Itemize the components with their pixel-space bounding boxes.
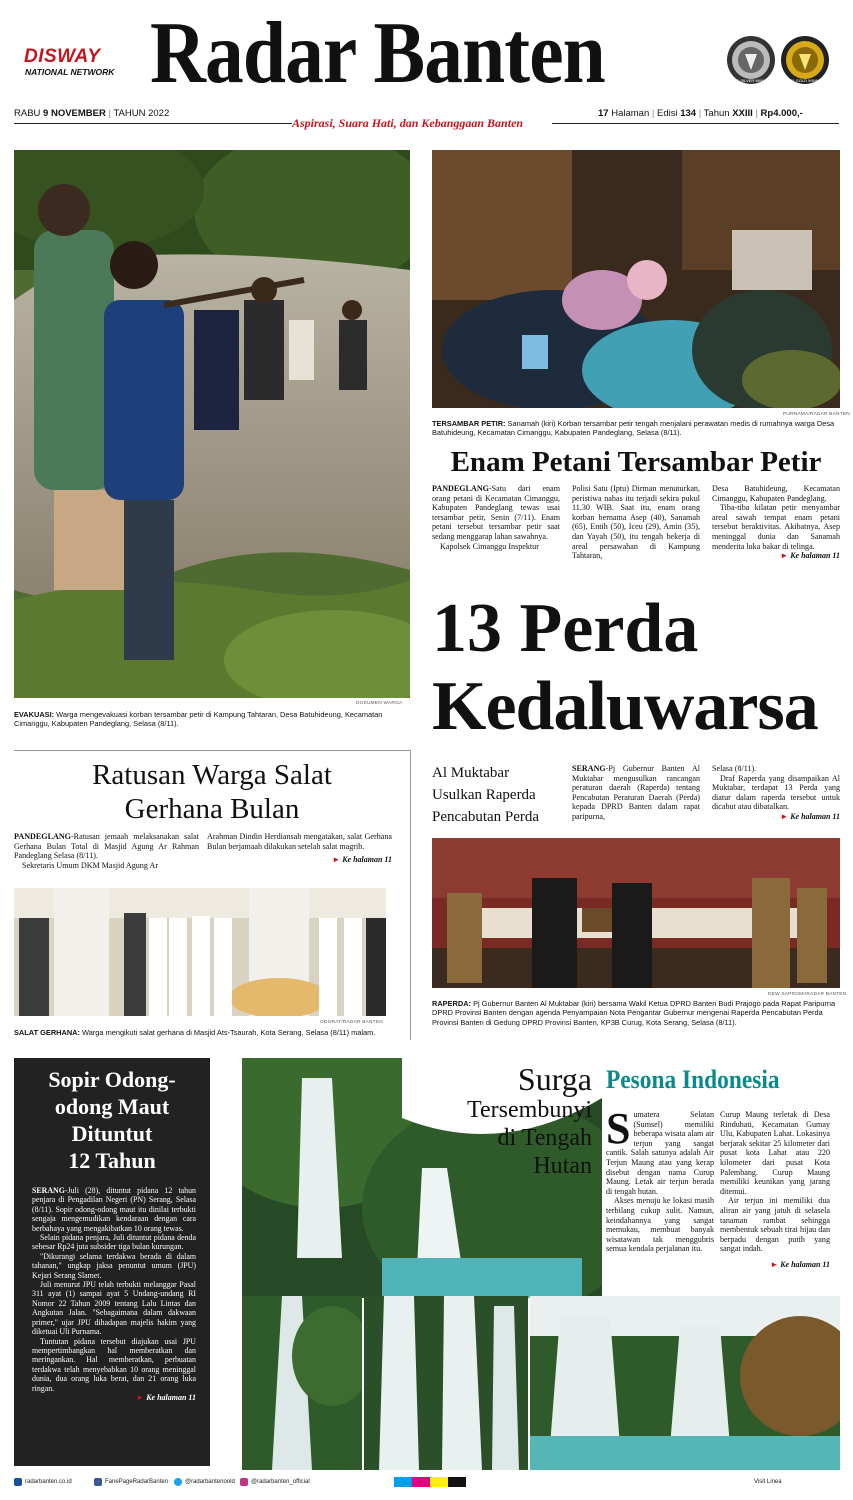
gerhana-photo — [14, 888, 386, 1016]
drop-cap: S — [606, 1104, 631, 1153]
edition-info: 17 Halaman | Edisi 134 | Tahun XXIII | Rp4.000,- — [598, 108, 803, 119]
odong-continue-link[interactable]: Ke halaman 11 — [146, 1392, 196, 1402]
footer — [14, 1476, 840, 1490]
tagline: Aspirasi, Suara Hati, dan Kebanggaan Banten — [292, 116, 524, 130]
pesona-continue-link[interactable]: Ke halaman 11 — [780, 1259, 830, 1269]
gerhana-caption: SALAT GERHANA: Warga mengikuti salat gerhana di Masjid Ats-Tsaurah, Kota Serang, Selasa (8/11) malam. — [14, 1028, 376, 1037]
petir-continue-link[interactable]: Ke halaman 11 — [790, 551, 840, 561]
perda-headline-1: 13 Perda — [432, 590, 699, 667]
date: 9 NOVEMBER — [43, 108, 106, 119]
pesona-brand: Pesona Indonesia — [606, 1065, 780, 1094]
perda-col-2: Selasa (8/11). Draf Raperda yang disampaikan Al Muktabar, terdapat 13 Perda yang diatur dalam raperda tersebut untuk dicabut atau dibatalkan. ► Ke halaman 11 — [712, 764, 840, 821]
petir-credit: PURNAMA/RADAR BANTEN — [783, 412, 850, 417]
gerhana-continue-link[interactable]: Ke halaman 11 — [342, 855, 392, 865]
facebook-icon — [94, 1478, 102, 1486]
petir-headline: Enam Petani Tersambar Petir — [450, 446, 822, 478]
pesona-col-2: Curup Maung terletak di Desa Rinduhati, Kecamatan Gumay Ulu, Kabupaten Lahat. Lokasinya berjarak sekitar 25 kilometer dari pusat kota Lahat atau 220 kilometer dari pusat Kota Palembang. Curup Maung memiliki keunikan yang jarang ditemui. Air terjun ini memiliki dua aliran air yang jatuh di selasela tanaman rambat sehingga membentuk sebuah tirai hijau dan berpadu dengan putih yang sangat indah. ► Ke halaman 11 — [720, 1110, 830, 1269]
gerhana-credit: ODORAT/RADAR BANTEN — [320, 1020, 383, 1025]
petir-caption: TERSAMBAR PETIR: Sanamah (kiri) Korban tersambar petir tengah menjalani perawatan medis di rumahnya warga Desa Batuhideung, Kecamatan Cimanggu, Kabupaten Pandeglang, Selasa (8/11). — [432, 419, 835, 438]
twitter-icon — [174, 1478, 182, 1486]
odong-body: SERANG-Juli (28), dituntut pidana 12 tahun penjara di Pengadilan Negeri (PN) Serang, Selasa (8/11). Sopir odong-odong maut itu dinilai terbukti sengaja mengemudikan kendaraan dengan cara berbahaya yang mengakibatkan 10 orang tewas. Selain pidana penjara, Juli dituntut pidana denda sebesar Rp24 juta subsider tiga bulan kurungan. "Dikurangi selama terdakwa berada di dalam tahanan," ungkap jaksa penuntut umum (JPU) Kejari Serang Slamet. Juli menurut JPU telah terbukti melanggar Pasal 311 ayat (1) sampai ayat 5 Undang-undang RI Nomor 22 Tahun 2009 tentang Lalu Lintas dan Angkutan Jalan. "Sebagaimana dalam dakwaan primer," ujar JPU dihadapan majelis hakim yang diketuai Uli Purnama. Tuntutan pidana tersebut diajukan usai JPU mempertimbangkan hal memberatkan dan meringankan. Hal memberatkan, perbuatan terdakwa telah menyebabkan 10 orang meninggal dunia, dua orang luka berat, dan 21 orang luka ringan. ► Ke halaman 11 — [32, 1186, 196, 1402]
perda-credit: DEW SAPROMI/RADAR BANTEN — [768, 992, 847, 997]
evakuasi-caption: EVAKUASI: Warga mengevakuasi korban tersambar petir di Kampung Tahtaran, Desa Batuhideung, Kecamatan Cimanggu, Kabupaten Pandeglang, Selasa (8/11). — [14, 710, 383, 729]
evakuasi-credit: DOKUMEN WARGA — [356, 701, 403, 706]
date-day: RABU — [14, 108, 41, 119]
color-registration-bar — [394, 1477, 466, 1487]
disway-logo: DISWAY — [24, 46, 101, 67]
instagram-icon — [240, 1478, 248, 1486]
footer-website[interactable]: radarbanten.co.id — [25, 1479, 72, 1485]
date-year: TAHUN 2022 — [113, 108, 170, 119]
odong-box — [14, 1058, 210, 1466]
masthead — [0, 0, 853, 135]
gerhana-top-rule — [14, 750, 410, 751]
petir-col-1: PANDEGLANG-Satu dari enam orang petani di Kecamatan Cimanggu, Kabupaten Pandeglang tewas usai tersambar petir, Senin (7/11). Enam petani tersebut tersambar petir saat sedang menggarap lahan sawahnya. Kapolsek Cimanggu Inspektur — [432, 484, 560, 551]
perda-col-1: SERANG-Pj Gubernur Banten Al Muktabar mengusulkan rancangan peraturan daerah (Raperda) tentang Pencabutan Peraturan Daerah (Perda) kepada DPRD Banten dalam rapat paripurna, — [572, 764, 700, 821]
petir-col-2: Polisi Satu (Iptu) Dirman menuturkan, peristiwa nahas itu terjadi sekira pukul 11.30 WIB. Saat itu, enam orang korban bernama Asep (40), Sanamah (65), Entih (50), Iceu (29), Amin (35), dan Yayah (50), itu tengah bekerja di areal persawahan di Kampung Tahtaran, — [572, 484, 700, 561]
evakuasi-photo — [14, 150, 410, 698]
pesona-col-1: Sumatera Selatan (Sumsel) memiliki beberapa wisata alam air terjun yang sangat cantik. Salah satunya adalah Air Terjun Maung atau yang kerap disebut dengan nama Curup Maung. Letak air terjun berada di tengah hutan. Akses menuju ke lokasi masih terbilang cukup sulit. Namun, keindahannya yang sangat memukau, membuat banyak wisatawan tak menggubris semua kendala perjalanan itu. — [606, 1104, 714, 1254]
odong-headline: Sopir Odong- odong Maut Dituntut 12 Tahun — [48, 1067, 176, 1173]
pesona-headline: Surga Tersembunyi di Tengah Hutan — [467, 1061, 592, 1179]
petir-col-3: Desa Batuhideung, Kecamatan Cimanggu, Kabupaten Pandeglang. Tiba-tiba kilatan petir menyambar areal sawah tempat enam petani tersebut beraktivitas. Akibatnya, Asep meninggal dunia dan Sanamah menderita luka bakar di telinga. ► Ke halaman 11 — [712, 484, 840, 561]
disway-subtitle: NATIONAL NETWORK — [25, 67, 115, 77]
award-gold-icon — [780, 34, 830, 90]
date-line: RABU 9 NOVEMBER | TAHUN 2022 — [14, 108, 170, 119]
footer-right-text: Visit Linea — [754, 1479, 782, 1485]
perda-caption: RAPERDA: Pj Gubernur Banten Al Muktabar (kiri) bersama Wakil Ketua DPRD Banten Budi Prajogo pada Rapat Paripurna DPRD Provinsi Banten dengan agenda Penyampaian Nota Pengantar Gubernur mengenai Raperda Pencabutan Perda Provinsi Banten di Gedung DPRD Provinsi Banten, KP3B Curug, Kota Serang, Selasa (8/11). — [432, 999, 836, 1027]
perda-subhead: Al Muktabar Usulkan Raperda Pencabutan Perda — [432, 765, 540, 825]
newspaper-title: Radar Banten — [150, 5, 605, 102]
gerhana-col-2: Arahman Dindin Herdiansah mengatakan, salat Gerhana Bulan berjamaah dilakukan setelah salat magrib. ► Ke halaman 11 — [207, 832, 392, 865]
masthead-rule-right — [552, 123, 839, 124]
award-silver-label: 2021 SILVER WINNER — [730, 78, 772, 83]
petir-photo — [432, 150, 840, 408]
perda-continue-link[interactable]: Ke halaman 11 — [790, 811, 840, 821]
footer-facebook[interactable]: FanePageRadarBanten — [105, 1479, 169, 1485]
award-silver-icon — [726, 34, 776, 90]
gerhana-col-1: PANDEGLANG-Ratusan jemaah melaksanakan salat Gerhana Bulan Total di Masjid Agung Ar Rahman Pandeglang Selasa (8/11). Sekretaris Umum DKM Masjid Agung Ar — [14, 832, 199, 870]
perda-headline-2: Kedaluwarsa — [432, 668, 818, 745]
website-icon — [14, 1478, 22, 1486]
footer-twitter[interactable]: @radarbantenoold — [185, 1479, 235, 1485]
award-gold-label: 2021 GOLD WINNER — [785, 78, 825, 83]
waterfall-center-photo — [364, 1296, 528, 1470]
gerhana-side-rule — [410, 750, 411, 1040]
gerhana-headline: Ratusan Warga Salat Gerhana Bulan — [92, 759, 332, 825]
masthead-rule — [14, 123, 292, 124]
perda-photo — [432, 838, 840, 988]
footer-instagram[interactable]: @radarbanten_official — [251, 1479, 310, 1485]
waterfall-left-photo — [242, 1296, 362, 1470]
waterfall-right-photo — [530, 1296, 840, 1470]
